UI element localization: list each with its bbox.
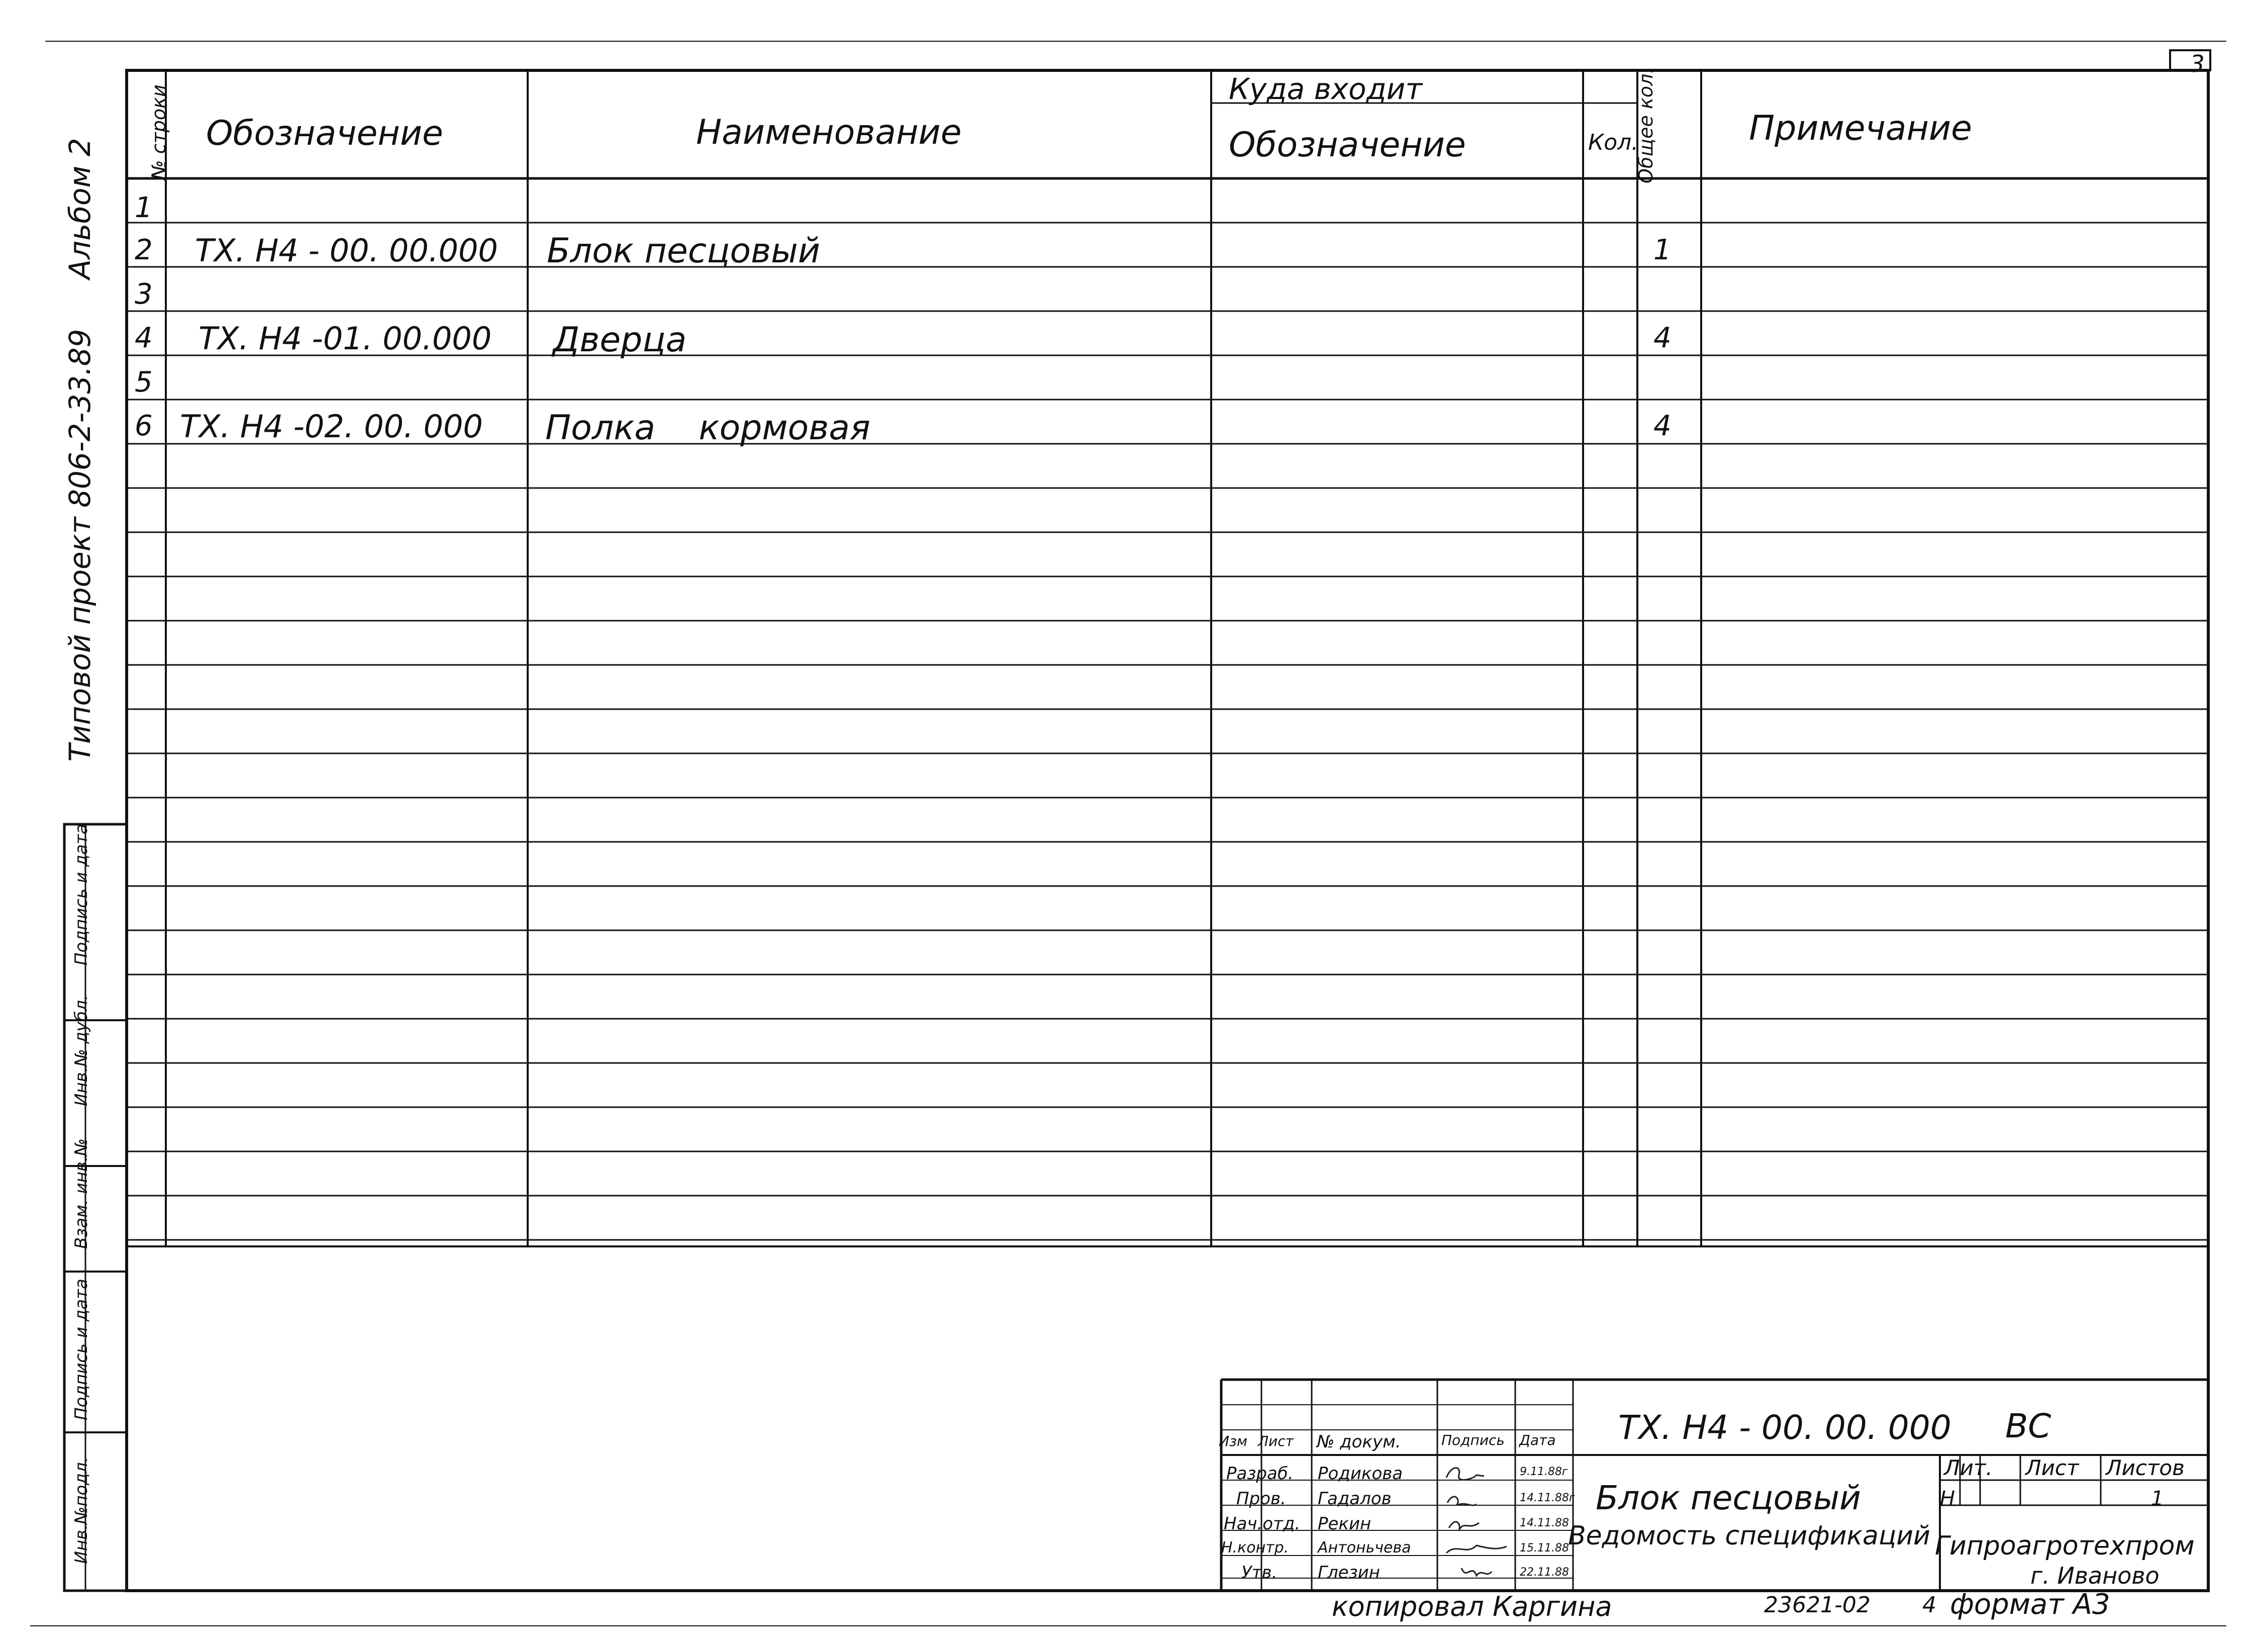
signatures <box>1441 1460 1517 1591</box>
row-designation: ТХ. Н4 -02. 00. 000 <box>180 408 483 445</box>
header-total-qty: Общее кол. <box>1635 67 1657 183</box>
header-qty: Кол. <box>1588 130 1639 155</box>
doc-number: 23621-02 <box>1764 1592 1871 1618</box>
row-number: 4 <box>135 322 153 354</box>
person-name: Глезин <box>1318 1563 1380 1583</box>
header-where-designation: Обозначение <box>1229 125 1466 165</box>
row-name: Полка кормовая <box>545 408 870 448</box>
header-name: Наименование <box>696 113 962 152</box>
album-label: Альбом 2 <box>63 138 97 279</box>
row-total-qty: 1 <box>1653 234 1672 266</box>
stamp-cell-sign-date-2: Подпись и дата <box>71 824 91 965</box>
organization-city: г. Иваново <box>2030 1562 2160 1589</box>
row-designation: ТХ. Н4 - 00. 00.000 <box>195 232 498 269</box>
col-doc: № докум. <box>1317 1432 1401 1452</box>
col-sign: Подпись <box>1441 1432 1505 1448</box>
person-name: Рекин <box>1318 1514 1371 1534</box>
doc-type: ВС <box>2005 1407 2051 1445</box>
header-note: Примечание <box>1749 109 1972 148</box>
page-number: 4 <box>1922 1592 1936 1618</box>
person-name: Антоньчева <box>1318 1539 1411 1557</box>
col-date: Дата <box>1519 1432 1556 1448</box>
sign-date: 15.11.88 <box>1520 1542 1569 1554</box>
header-sheets: Листов <box>2106 1455 2185 1480</box>
role-label: Разраб. <box>1226 1464 1294 1484</box>
row-number: 5 <box>135 366 153 399</box>
main-frame <box>127 67 2208 1591</box>
row-name: Дверца <box>553 320 687 360</box>
lit-value: Н <box>1940 1487 1955 1510</box>
row-number: 1 <box>135 191 153 224</box>
person-name: Гадалов <box>1318 1489 1392 1509</box>
sign-date: 14.11.88 <box>1520 1517 1569 1529</box>
header-sheet: Лист <box>2025 1455 2079 1480</box>
doc-subtitle: Ведомость спецификаций <box>1568 1521 1930 1551</box>
role-label: Нач.отд. <box>1224 1514 1301 1534</box>
row-number: 2 <box>135 234 153 266</box>
row-name: Блок песцовый <box>547 231 820 271</box>
role-label: Н.контр. <box>1221 1539 1289 1557</box>
copied-by: копировал Каргина <box>1332 1591 1612 1622</box>
person-name: Родикова <box>1318 1464 1403 1484</box>
stamp-cell-vzam: Взам. инв.№ <box>71 1138 91 1249</box>
doc-code: ТХ. Н4 - 00. 00. 000 <box>1618 1408 1951 1447</box>
header-lit: Лит. <box>1944 1455 1993 1480</box>
row-total-qty: 4 <box>1653 322 1672 354</box>
role-label: Утв. <box>1241 1563 1278 1583</box>
stamp-cell-inv-podl: Инв.№подл. <box>71 1456 91 1564</box>
sheet-number: 3 <box>2190 50 2205 77</box>
organization: Гипроагротехпром <box>1935 1531 2195 1561</box>
sign-date: 9.11.88г <box>1520 1466 1568 1478</box>
format-label: формат А3 <box>1950 1588 2110 1621</box>
row-number: 6 <box>135 410 153 442</box>
col-izm: Изм <box>1219 1433 1247 1449</box>
header-row-no: № строки <box>148 84 170 180</box>
stamp-cell-sign-date-1: Подпись и дата <box>71 1279 91 1420</box>
row-designation: ТХ. Н4 -01. 00.000 <box>199 320 492 357</box>
header-designation: Обозначение <box>206 114 443 153</box>
sheets-value: 1 <box>2151 1487 2164 1510</box>
row-total-qty: 4 <box>1653 410 1672 442</box>
sign-date: 14.11.88г <box>1520 1492 1575 1504</box>
header-where-used: Куда входит <box>1229 72 1423 106</box>
row-number: 3 <box>135 278 153 311</box>
stamp-cell-inv-dubl: Инв.№ дубл. <box>71 995 91 1106</box>
role-label: Пров. <box>1236 1489 1286 1509</box>
doc-title: Блок песцовый <box>1596 1479 1861 1517</box>
project-label: Типовой проект 806-2-33.89 <box>63 329 97 762</box>
col-list: Лист <box>1258 1433 1294 1449</box>
sign-date: 22.11.88 <box>1520 1566 1569 1579</box>
